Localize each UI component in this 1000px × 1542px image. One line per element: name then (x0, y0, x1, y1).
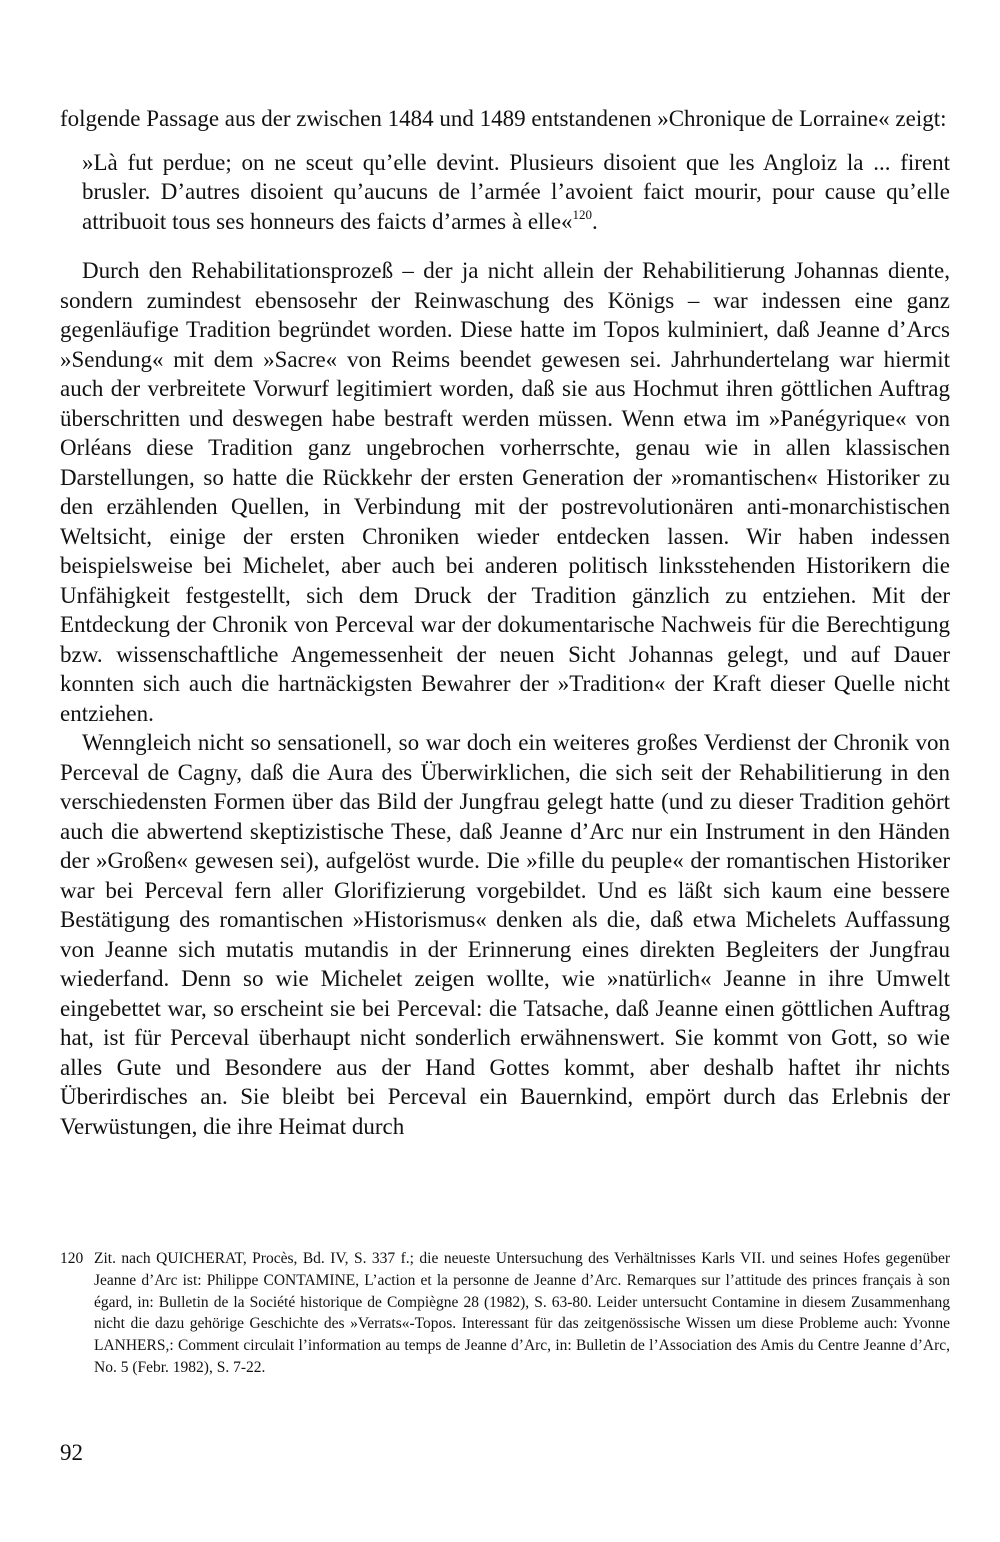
body-paragraph: Wenngleich nicht so sensationell, so war doch ein weiteres großes Verdienst der Chronik von Perceval de Cagny, daß die Aura des Überwirklichen, die sich seit der Rehabilitierung in den verschiedensten Formen über das Bild der Jungfrau gelegt hatte (und zu dieser Tradition gehört auch die abwertend skeptizistische These, daß Jeanne d’Arc nur ein Instrument in den Händen der »Großen« gewesen sei), aufgelöst wurde. Die »fille du peuple« der romantischen Historiker war bei Perceval fern aller Glorifizierung vorgebildet. Und es läßt sich kaum eine bessere Bestätigung des romantischen »Historismus« denken als die, daß etwa Michelets Auffassung von Jeanne sich mutatis mutandis in der Erinnerung eines direkten Begleiters der Jungfrau wiederfand. Denn so wie Michelet zeigen wollte, wie »natürlich« Jeanne in ihre Umwelt eingebettet war, so erscheint sie bei Perceval: die Tatsache, daß Jeanne einen göttlichen Auftrag hat, ist für Perceval überhaupt nicht sonderlich erwähnenswert. Sie kommt von Gott, so wie alles Gute und Besondere aus der Hand Gottes kommt, aber deshalb haftet ihr nichts Überirdisches an. Sie bleibt bei Perceval ein Bauernkind, empört durch das Erlebnis der Verwüstungen, die ihre Heimat durch (60, 730, 950, 1139)
footnote-number: 120 (60, 1250, 84, 1267)
footnote-text: Zit. nach QUICHERAT, Procès, Bd. IV, S. 337 f.; die neueste Untersuchung des Verhältnisses Karls VII. und seines Hofes gegenüber Jeanne d’Arc ist: Philippe CONTAMINE, L’action et la personne de Jeanne d’Arc. Remarques sur l’attitude des princes français à son égard, in: Bulletin de la Société historique de Compiègne 28 (1982), S. 63-80. Leider untersucht Contamine in diesem Zusammenhang nicht die dazu gehörige Geschichte des »Verrats«-Topos. Interessant für das zeitgenössische Wissen um diese Probleme auch: Yvonne LANHERS,: Comment circulait l’information au temps de Jeanne d’Arc, in: Bulletin de l’Association des Amis du Centre Jeanne d’Arc, No. 5 (Febr. 1982), S. 7-22. (94, 1250, 950, 1376)
block-quote: »Là fut perdue; on ne sceut qu’elle devint. Plusieurs disoient que les Angloiz la ... firent brusler. D’autres disoient qu’aucuns de l’armée l’avoient faict mourir, pour cause qu’elle attribuoit tous ses honneurs des faicts d’armes à elle«$^{120}$. (82, 149, 950, 234)
footnotes (60, 1248, 950, 1379)
quote-text: »Là fut perdue; on ne sceut qu’elle devint. Plusieurs disoient que les Angloiz la ... firent brusler. D’autres disoient qu’aucuns de l’armée l’avoient faict mourir, pour cause qu’elle attribuoit tous ses honneurs des faicts d’armes à elle« (82, 149, 950, 234)
body-paragraph: Durch den Rehabilitationsprozeß – der ja nicht allein der Rehabilitierung Johannas diente, sondern zumindest ebensosehr der Reinwaschung des Königs – war indessen eine ganz gegenläufige Tradition begründet worden. Diese hatte im Topos kulminiert, daß Jeanne d’Arcs »Sendung« mit dem »Sacre« von Reims beendet gewesen sei. Jahrhundertelang war hiermit auch der verbreitete Vorwurf legitimiert worden, daß sie aus Hochmut ihren göttlichen Auftrag überschritten und deswegen habe bestraft werden müssen. Wenn etwa im »Panégyrique« von Orléans diese Tradition ganz ungebrochen vorherrschte, genau wie in allen klassischen Darstellungen, so hatte die Rückkehr der ersten Generation der »romantischen« Historiker zu den erzählenden Quellen, in Verbindung mit der postrevolutionären anti-monarchistischen Weltsicht, einige der ersten Chroniken wieder entdecken lassen. Wir haben indessen beispielsweise bei Michelet, aber auch bei anderen politisch linksstehenden Historikern die Unfähigkeit festgestellt, sich dem Druck der Tradition gänzlich zu entziehen. Mit der Entdeckung der Chronik von Perceval war der dokumentarische Nachweis für die Berechtigung bzw. wissenschaftliche Angemessenheit der neuen Sicht Johannas gelegt, und auf Dauer konnten sich auch die hartnäckigsten Bewahrer der »Tradition« der Kraft dieser Quelle nicht entziehen. (60, 258, 950, 726)
page-body (60, 104, 950, 1141)
page-number: 92 (60, 1440, 83, 1465)
footnote (60, 1248, 950, 1379)
intro-paragraph: folgende Passage aus der zwischen 1484 und 1489 entstandenen »Chronique de Lorraine« zeigt: (60, 106, 947, 131)
footnote-reference: 120 (572, 206, 593, 222)
